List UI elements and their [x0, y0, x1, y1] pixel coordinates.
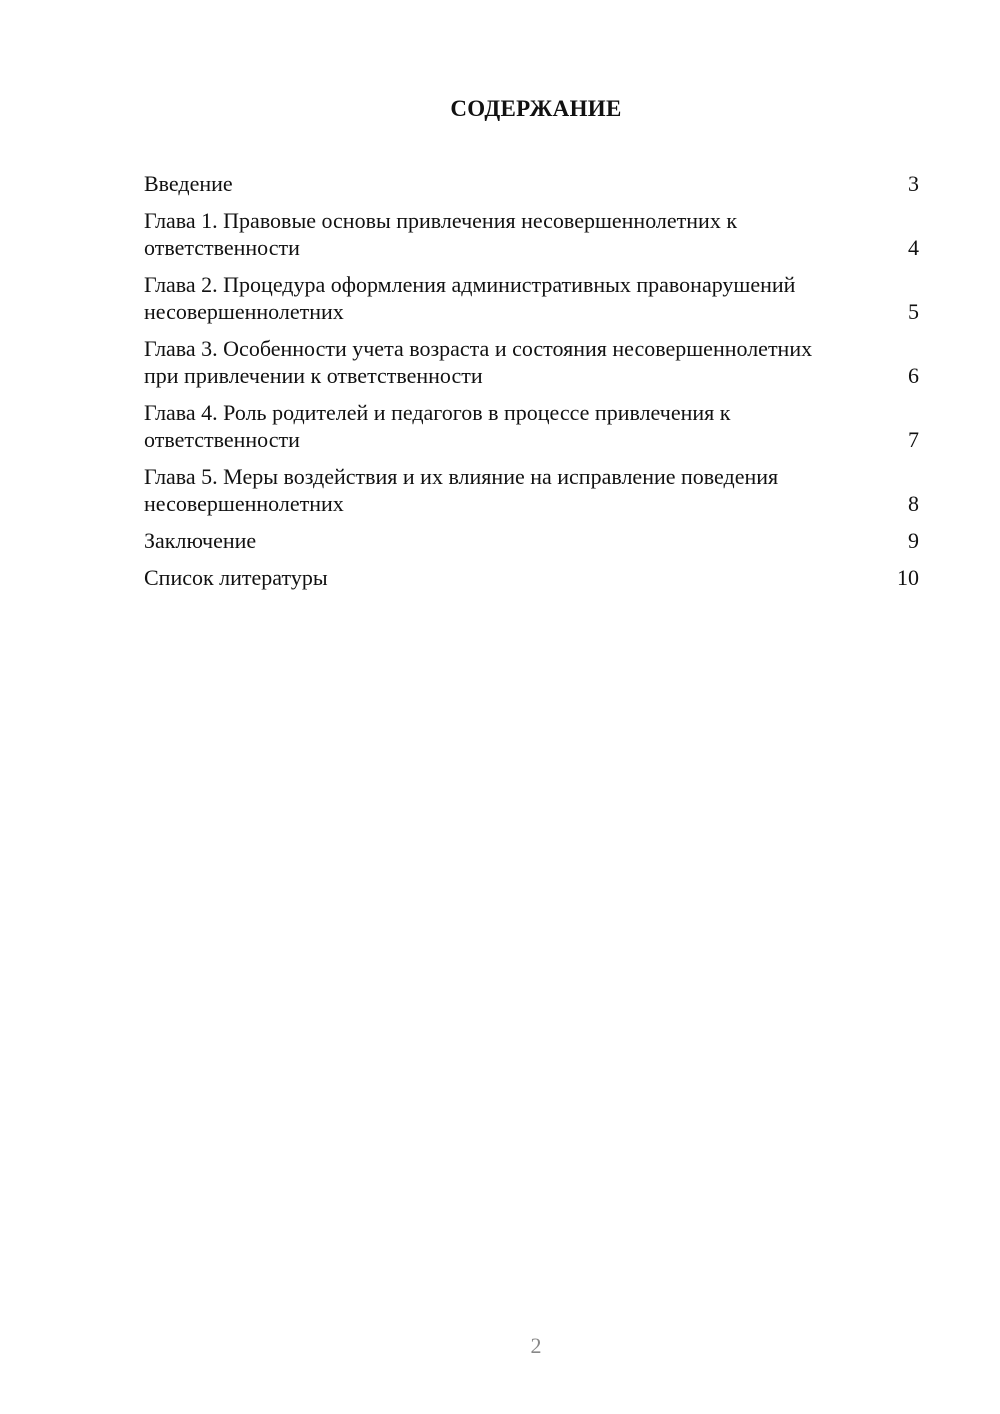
page-title: СОДЕРЖАНИЕ — [450, 96, 622, 121]
toc-item-text: Глава 4. Роль родителей и педагогов в процессе привлечения к ответственности — [144, 400, 731, 452]
toc-item-text: Глава 2. Процедура оформления административных правонарушений несовершеннолетних — [144, 272, 796, 324]
toc-item-text: Глава 1. Правовые основы привлечения несовершеннолетних к ответственности — [144, 208, 738, 260]
toc-item-conclusion[interactable] — [144, 527, 919, 554]
toc-item-page: 3 — [908, 171, 919, 196]
toc-item-page: 7 — [908, 427, 919, 452]
toc-item-chapter-4[interactable] — [144, 399, 919, 453]
toc-item-page: 9 — [908, 528, 919, 553]
toc-item-chapter-3[interactable] — [144, 335, 919, 389]
toc-item-text: Глава 3. Особенности учета возраста и состояния несовершеннолетних при привлечении к ответственности — [144, 336, 813, 388]
toc-item-page: 6 — [908, 363, 919, 388]
table-of-contents — [144, 170, 919, 601]
toc-item-chapter-2[interactable] — [144, 271, 919, 325]
toc-item-chapter-5[interactable] — [144, 463, 919, 517]
toc-item-references[interactable] — [144, 564, 919, 591]
toc-item-text: Список литературы — [144, 565, 328, 590]
page-number: 2 — [530, 1333, 542, 1358]
toc-item-page: 5 — [908, 299, 919, 324]
toc-item-page: 8 — [908, 491, 919, 516]
toc-item-page: 4 — [908, 235, 919, 260]
toc-item-page: 10 — [897, 565, 919, 590]
toc-item-text: Глава 5. Меры воздействия и их влияние на исправление поведения несовершеннолетних — [144, 464, 779, 516]
toc-item-introduction[interactable] — [144, 170, 919, 197]
toc-item-text: Введение — [144, 171, 233, 196]
toc-item-text: Заключение — [144, 528, 257, 553]
toc-item-chapter-1[interactable] — [144, 207, 919, 261]
